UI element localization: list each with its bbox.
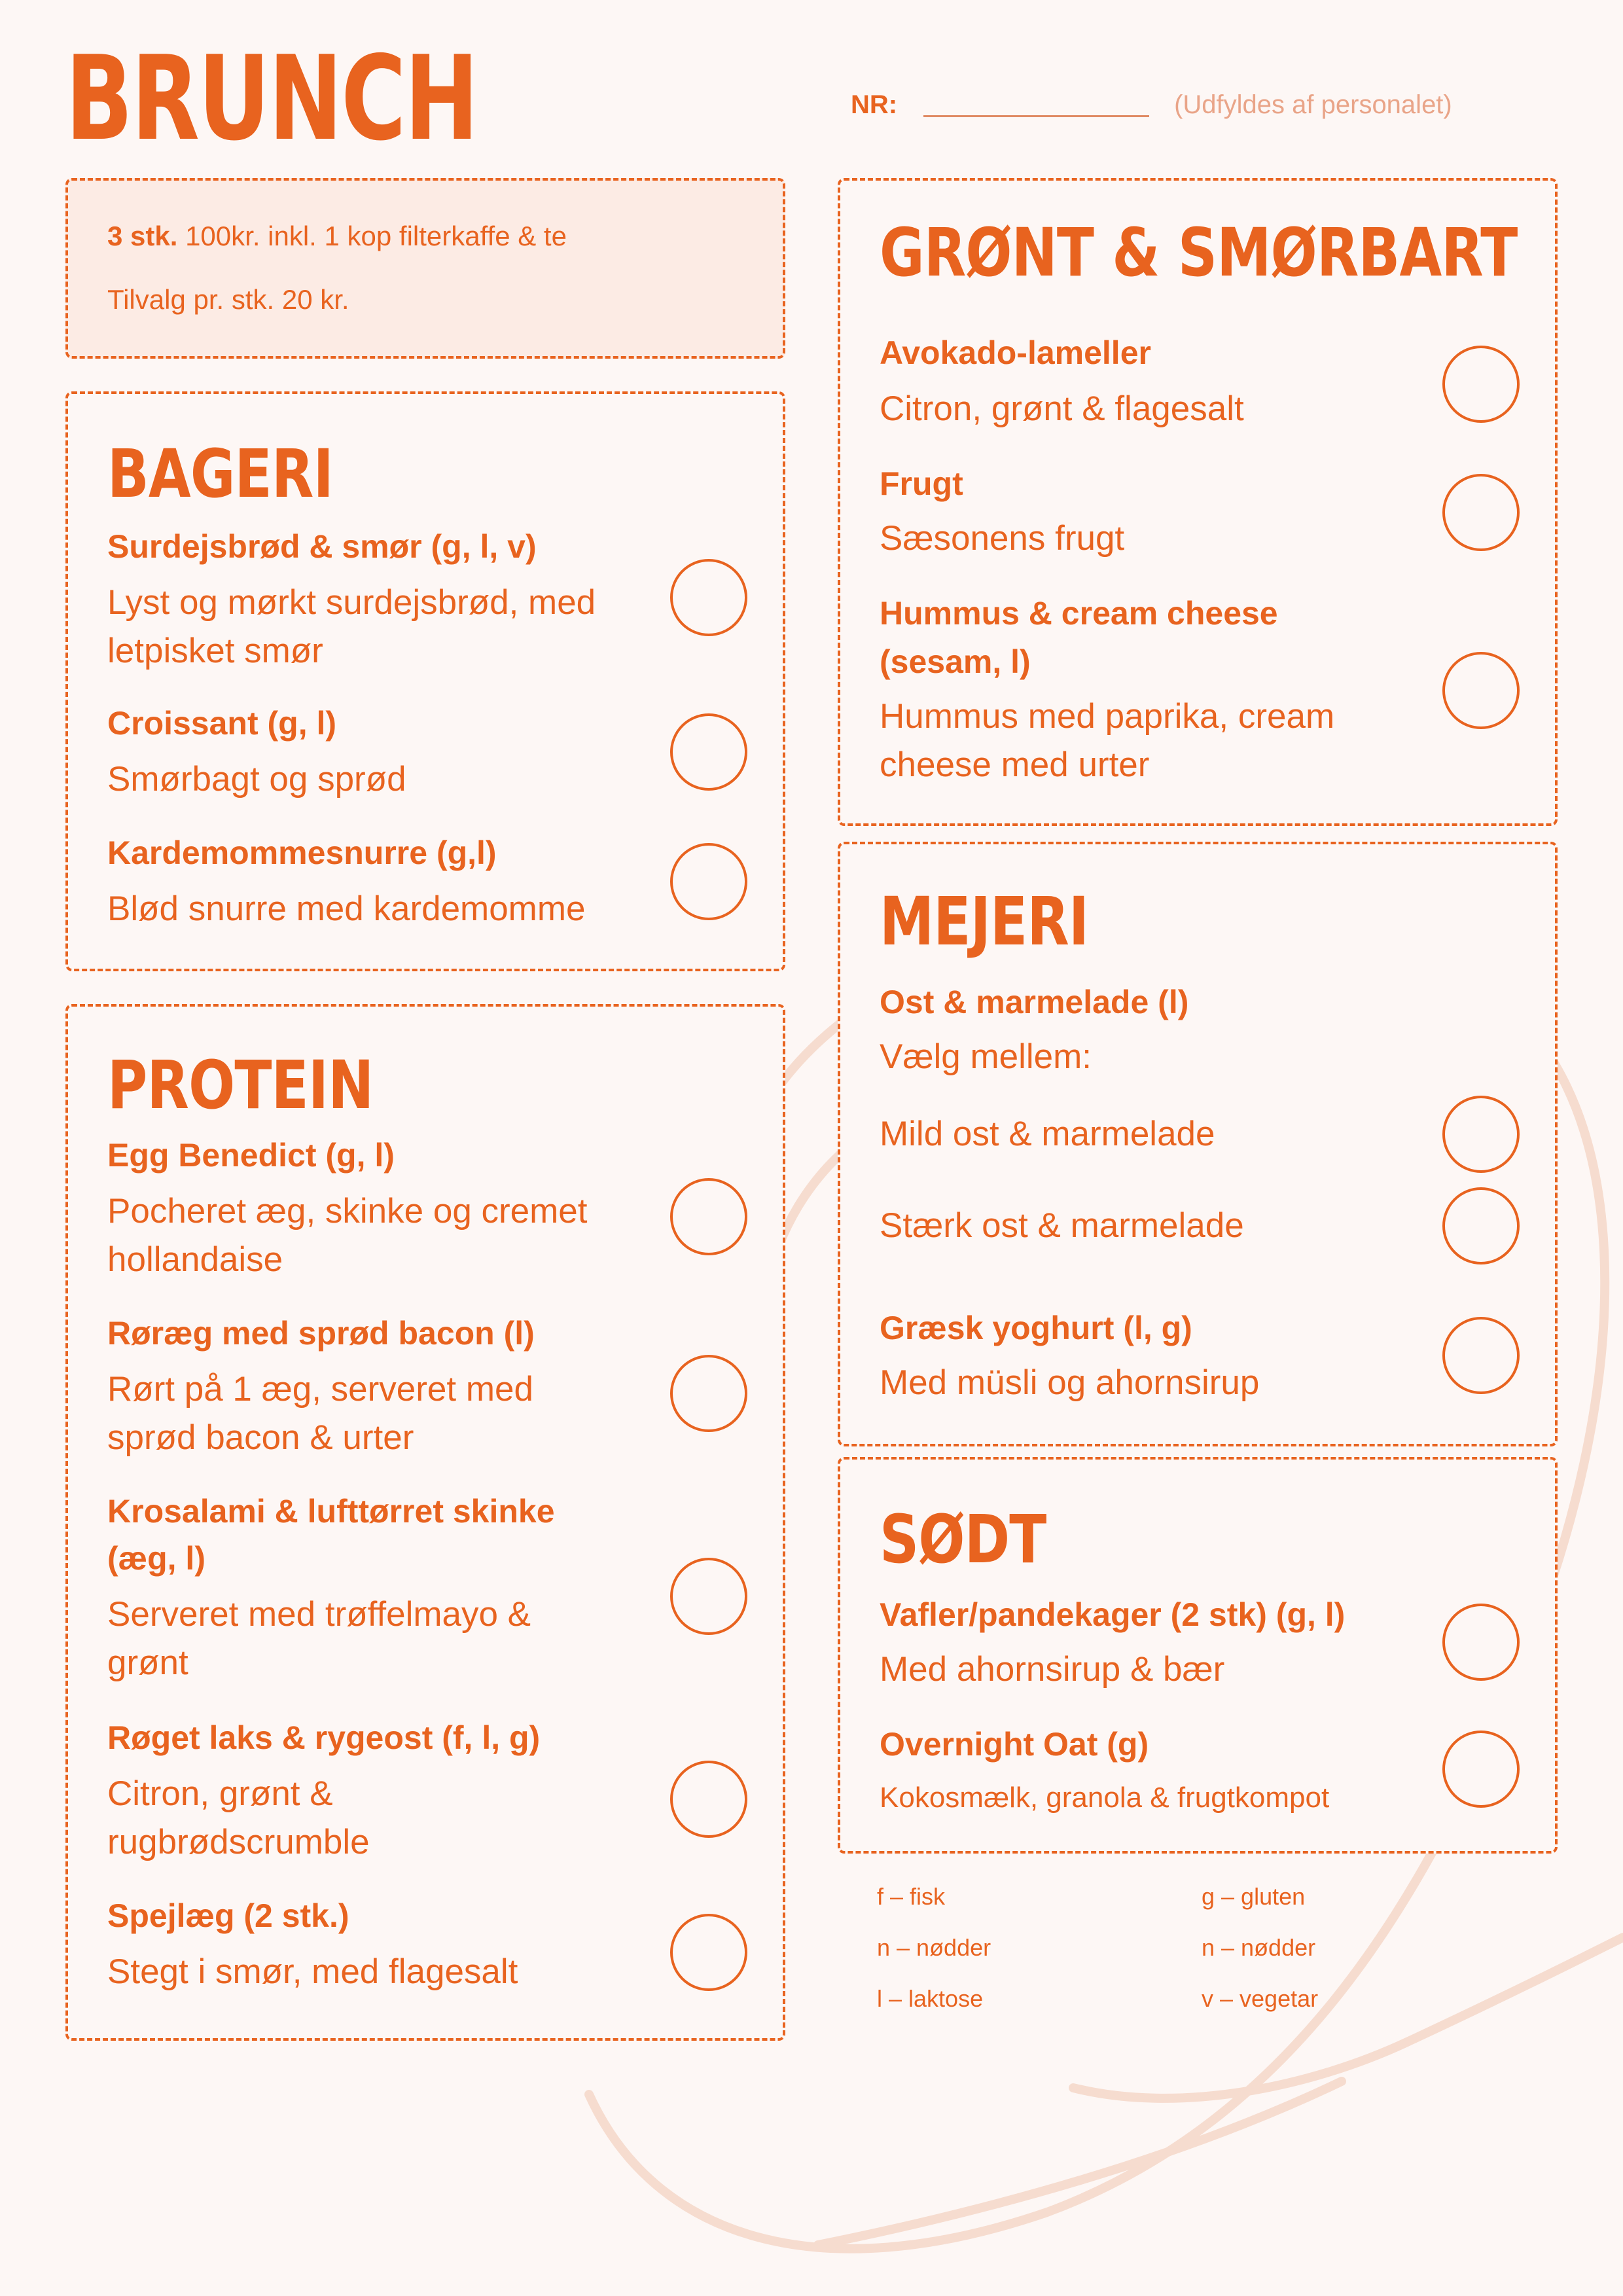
select-checkbox-avokado[interactable] [1442,346,1520,423]
item-name: Røget laks & rygeost (f, l, g) [107,1719,541,1756]
item-desc: Lyst og mørkt surdejsbrød, med [107,583,596,622]
section-title-mejeri: MEJERI [880,883,1089,961]
item-desc: grønt [107,1643,188,1682]
item-name: Spejlæg (2 stk.) [107,1897,349,1934]
section-protein [65,1004,785,2041]
item-name: Røræg med sprød bacon (l) [107,1315,535,1352]
item-desc: rugbrødscrumble [107,1823,370,1861]
select-checkbox-spejlaeg[interactable] [670,1914,747,1991]
item-desc: Citron, grønt & flagesalt [880,389,1244,428]
section-title-groent: GRØNT & SMØRBART [880,214,1518,292]
section-bageri [65,391,785,971]
select-checkbox-frugt[interactable] [1442,474,1520,551]
item-name: Ost & marmelade (l) [880,984,1189,1020]
item-desc: Smørbagt og sprød [107,760,406,798]
item-desc: Stærk ost & marmelade [880,1206,1244,1245]
item-desc: Citron, grønt & [107,1774,333,1813]
item-desc: Rørt på 1 æg, serveret med [107,1370,533,1408]
item-desc: Serveret med trøffelmayo & [107,1595,531,1634]
item-name: Kardemommesnurre (g,l) [107,834,497,871]
price-line [107,217,567,256]
order-number-label: NR: [851,90,898,119]
item-desc: Vælg mellem: [880,1037,1092,1076]
legend-item: n – nødder [1202,1934,1316,1961]
item-desc: Pocheret æg, skinke og cremet [107,1192,588,1230]
select-checkbox-surdejsbroed[interactable] [670,559,747,636]
page-title: BRUNCH [65,31,478,166]
item-name: (æg, l) [107,1540,205,1577]
item-name: Frugt [880,465,963,502]
select-checkbox-hummus[interactable] [1442,652,1520,729]
item-name: Overnight Oat (g) [880,1726,1149,1763]
select-checkbox-egg-benedict[interactable] [670,1178,747,1255]
select-checkbox-kardemommesnurre[interactable] [670,843,747,920]
item-desc: sprød bacon & urter [107,1418,414,1457]
item-desc: Med ahornsirup & bær [880,1650,1225,1689]
section-mejeri [838,842,1558,1446]
item-desc: Hummus med paprika, cream [880,697,1335,736]
item-name: Croissant (g, l) [107,705,337,742]
item-desc: Blød snurre med kardemomme [107,889,586,928]
order-number-row [851,85,1452,124]
legend-item: f – fisk [877,1883,946,1910]
item-desc: Stegt i smør, med flagesalt [107,1952,518,1991]
item-desc: Mild ost & marmelade [880,1115,1215,1153]
price-info-box [65,178,785,359]
item-name: Avokado-lameller [880,334,1151,371]
item-desc: cheese med urter [880,745,1150,784]
item-name: Græsk yoghurt (l, g) [880,1310,1192,1346]
legend-item: g – gluten [1202,1883,1306,1910]
item-desc: hollandaise [107,1240,283,1279]
select-checkbox-roraeg[interactable] [670,1355,747,1432]
extra-price-line: Tilvalg pr. stk. 20 kr. [107,284,349,315]
section-title-soedt: SØDT [880,1501,1046,1579]
select-checkbox-mild-ost[interactable] [1442,1096,1520,1173]
select-checkbox-croissant[interactable] [670,713,747,791]
item-name: Vafler/pandekager (2 stk) (g, l) [880,1596,1346,1633]
section-groent-smoerbart [838,178,1558,826]
section-title-bageri: BAGERI [107,435,333,513]
section-soedt [838,1457,1558,1854]
legend-item: v – vegetar [1202,1985,1319,2012]
item-desc: Sæsonens frugt [880,519,1125,558]
item-desc: Med müsli og ahornsirup [880,1363,1260,1402]
order-number-field[interactable] [923,115,1149,117]
price-text: 100kr. inkl. 1 kop filterkaffe & te [177,221,567,251]
select-checkbox-vafler[interactable] [1442,1604,1520,1681]
item-name: (sesam, l) [880,643,1031,680]
item-name: Krosalami & lufttørret skinke [107,1493,555,1530]
order-number-note: (Udfyldes af personalet) [1174,90,1452,119]
select-checkbox-graesk-yoghurt[interactable] [1442,1317,1520,1394]
section-title-protein: PROTEIN [107,1047,374,1124]
item-name: Surdejsbrød & smør (g, l, v) [107,528,537,565]
select-checkbox-roeget-laks[interactable] [670,1761,747,1838]
item-desc: letpisket smør [107,632,323,670]
select-checkbox-staerk-ost[interactable] [1442,1187,1520,1265]
legend-item: l – laktose [877,1985,984,2012]
legend-item: n – nødder [877,1934,991,1961]
item-name: Hummus & cream cheese [880,595,1278,632]
price-count: 3 stk. [107,221,178,251]
item-name: Egg Benedict (g, l) [107,1137,395,1174]
select-checkbox-krosalami[interactable] [670,1558,747,1635]
select-checkbox-overnight-oat[interactable] [1442,1731,1520,1808]
item-desc: Kokosmælk, granola & frugtkompot [880,1782,1330,1814]
